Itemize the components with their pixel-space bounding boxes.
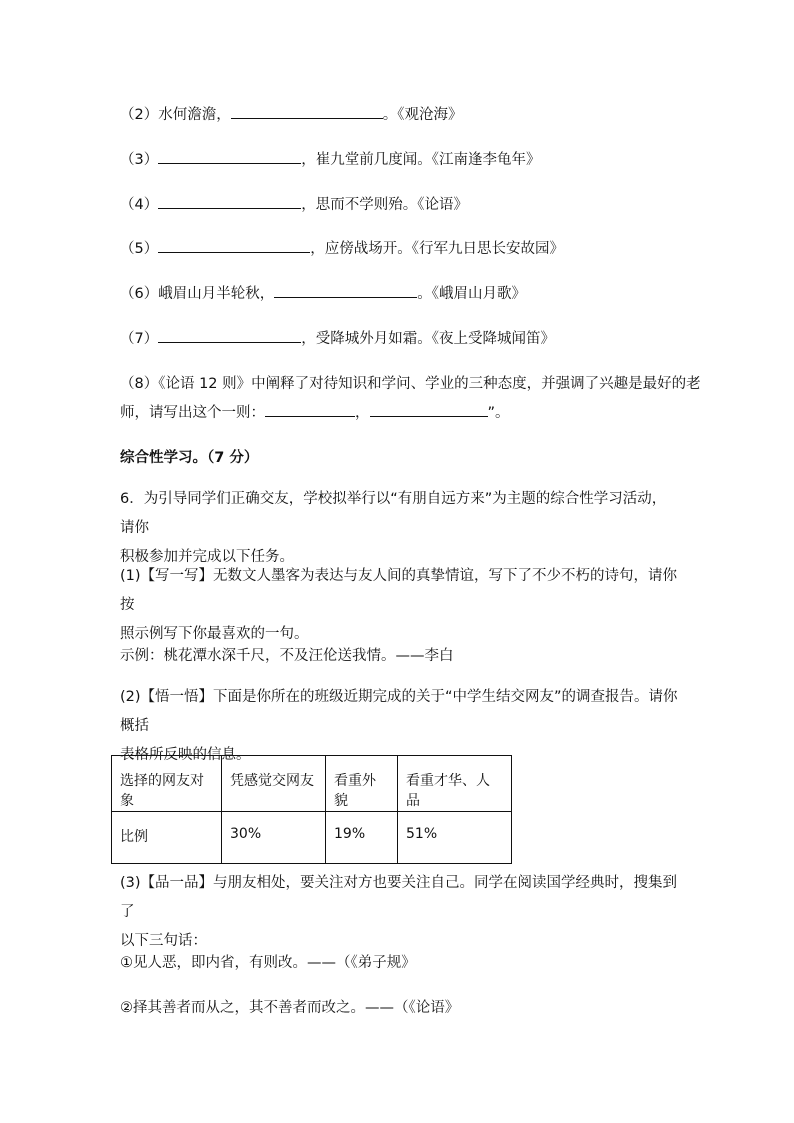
table-cell: 30%: [222, 812, 326, 864]
answer-blank[interactable]: [158, 149, 301, 164]
table-header-row: [112, 756, 512, 812]
q6-intro: [120, 485, 680, 572]
task3-line1: (3)【品一品】与朋友相处，要关注对方也要关注自己。同学在阅读国学经典时，搜集到了: [120, 875, 678, 920]
table-cell: 19%: [326, 812, 398, 864]
item8-line2: [120, 401, 510, 422]
q6-line2: 积极参加并完成以下任务。: [120, 549, 294, 565]
item8-text-mid: ，: [355, 405, 370, 421]
task1-line1: (1)【写一写】无数文人墨客为表达与友人间的真挚情谊，写下了不少不朽的诗句，请你按: [120, 568, 678, 613]
answer-blank[interactable]: [231, 104, 383, 119]
poem-line-2: [120, 103, 462, 124]
poem-text-before: （5）: [120, 241, 159, 257]
task1-line2: 照示例写下你最喜欢的一句。: [120, 626, 309, 642]
poem-text-before: （6）峨眉山月半轮秋，: [120, 286, 275, 302]
task2-line1: (2)【悟一悟】下面是你所在的班级近期完成的关于“中学生结交网友”的调查报告。请你概括: [120, 689, 678, 734]
poem-line-7: [120, 327, 555, 348]
answer-blank[interactable]: [158, 194, 301, 209]
poem-line-5: [120, 237, 564, 258]
poem-text-after: ，受降城外月如霜。《夜上受降城闻笛》: [301, 331, 555, 347]
table-header-cell: 看重外貌: [326, 756, 398, 812]
answer-blank[interactable]: [158, 328, 301, 343]
item8-line1: （8）《论语 12 则》中阐释了对待知识和学问、学业的三种态度，并强调了兴趣是最好的老: [120, 376, 701, 392]
quote-1: ①见人恶，即内省，有则改。——（《弟子规》: [120, 955, 416, 971]
table-cell: 比例: [112, 812, 222, 864]
poem-text-after: 。《峨眉山月歌》: [417, 286, 526, 302]
poem-text-before: （2）水何澹澹，: [120, 107, 231, 123]
poem-line-4: [120, 193, 468, 214]
poem-text-before: （4）: [120, 197, 159, 213]
poem-text-after: ，应傍战场开。《行军九日思长安故园》: [310, 241, 564, 257]
answer-blank[interactable]: [265, 402, 355, 417]
poem-line-3: [120, 148, 540, 169]
table-header-cell: 凭感觉交网友: [222, 756, 326, 812]
poem-text-before: （3）: [120, 152, 159, 168]
task2-line2: 表格所反映的信息。: [120, 747, 251, 763]
survey-table: [111, 755, 512, 864]
poem-text-after: ，思而不学则殆。《论语》: [301, 197, 468, 213]
quote-2: ②择其善者而从之，其不善者而改之。——（《论语》: [120, 1000, 460, 1016]
answer-blank[interactable]: [158, 238, 310, 253]
task3: [120, 869, 680, 956]
task3-line2: 以下三句话：: [120, 933, 207, 949]
poem-line-6: [120, 282, 526, 303]
table-header-cell: 看重才华、人品: [398, 756, 512, 812]
task1: [120, 562, 680, 649]
example-text: 示例：桃花潭水深千尺，不及汪伦送我情。——李白: [120, 648, 454, 664]
q6-line1: 6．为引导同学们正确交友，学校拟举行以“有朋自远方来”为主题的综合性学习活动，请你: [120, 491, 667, 536]
answer-blank[interactable]: [370, 402, 488, 417]
table-cell: 51%: [398, 812, 512, 864]
item8-text-after: ”。: [487, 405, 510, 421]
poem-text-after: 。《观沧海》: [382, 107, 463, 123]
section-title: 综合性学习。（7 分）: [120, 450, 259, 466]
table-row: [112, 812, 512, 864]
poem-text-before: （7）: [120, 331, 159, 347]
table-header-cell: 选择的网友对象: [112, 756, 222, 812]
answer-blank[interactable]: [274, 283, 417, 298]
item8-text-before: 师，请写出这个一则：: [120, 405, 265, 421]
poem-text-after: ，崔九堂前几度闻。《江南逢李龟年》: [301, 152, 541, 168]
